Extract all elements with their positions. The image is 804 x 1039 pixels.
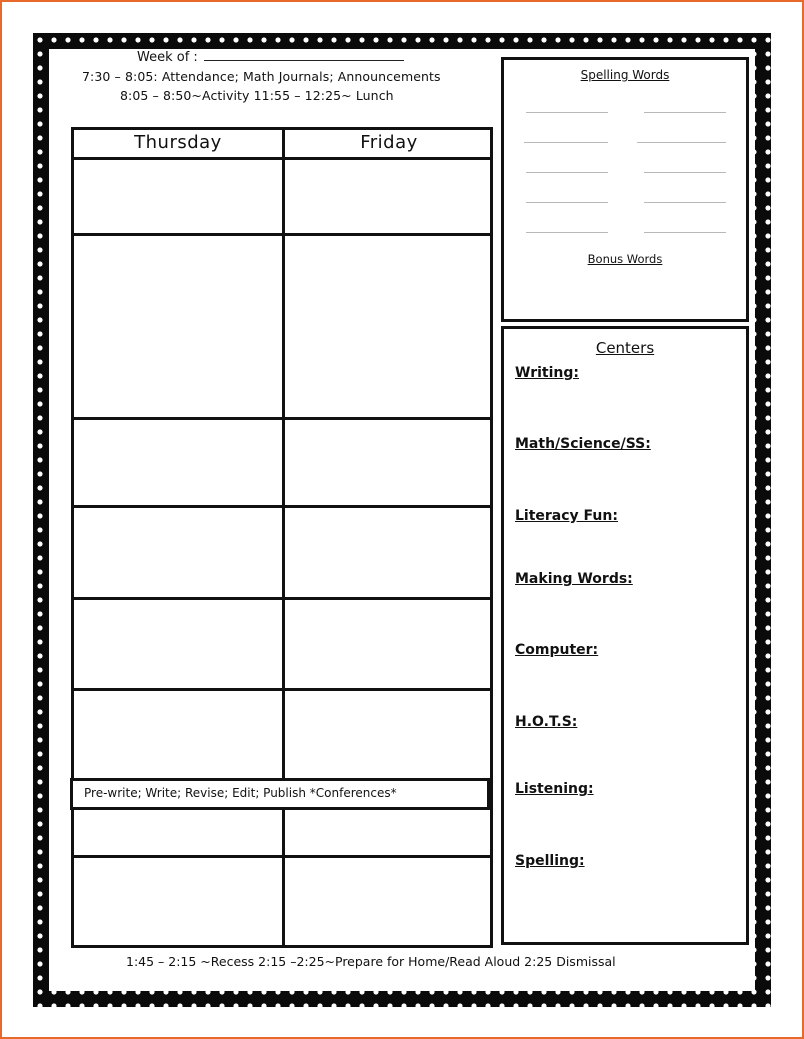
center-making-words: Making Words: — [515, 571, 633, 587]
spelling-words-box — [501, 57, 749, 322]
day-header-thursday: Thursday — [134, 132, 222, 153]
center-spelling: Spelling: — [515, 853, 585, 869]
friday-slot-5[interactable] — [285, 600, 490, 688]
spelling-word-line[interactable] — [526, 112, 608, 113]
spelling-word-line[interactable] — [644, 202, 726, 203]
centers-title: Centers — [595, 339, 655, 357]
week-of-field[interactable] — [137, 50, 404, 65]
schedule-line-morning: 7:30 – 8:05: Attendance; Math Journals; Announcements — [82, 69, 441, 84]
center-listening: Listening: — [515, 781, 594, 797]
spelling-word-line[interactable] — [526, 202, 608, 203]
spelling-word-line[interactable] — [644, 112, 726, 113]
thursday-slot-7[interactable] — [74, 810, 282, 855]
thursday-slot-3[interactable] — [74, 420, 282, 505]
day-header-friday: Friday — [360, 132, 418, 153]
thursday-slot-6[interactable] — [74, 691, 282, 779]
friday-slot-6[interactable] — [285, 691, 490, 779]
centers-box — [501, 326, 749, 945]
center-literacy-fun: Literacy Fun: — [515, 508, 618, 524]
friday-slot-4[interactable] — [285, 508, 490, 597]
center-hots: H.O.T.S: — [515, 714, 578, 730]
week-of-label: Week of : — [137, 50, 198, 65]
thursday-slot-4[interactable] — [74, 508, 282, 597]
spelling-words-title: Spelling Words — [580, 68, 670, 82]
bonus-words-title: Bonus Words — [587, 252, 663, 266]
thursday-slot-1[interactable] — [74, 160, 282, 233]
schedule-grid — [71, 127, 493, 948]
friday-slot-8[interactable] — [285, 858, 490, 945]
thursday-slot-5[interactable] — [74, 600, 282, 688]
thursday-slot-2[interactable] — [74, 236, 282, 417]
spelling-word-line[interactable] — [644, 232, 726, 233]
spelling-word-line[interactable] — [644, 172, 726, 173]
spelling-word-line[interactable] — [637, 142, 726, 143]
week-of-blank-line[interactable] — [204, 51, 404, 61]
spelling-word-line[interactable] — [524, 142, 608, 143]
center-writing: Writing: — [515, 365, 579, 381]
friday-slot-7[interactable] — [285, 810, 490, 855]
center-math-science-ss: Math/Science/SS: — [515, 436, 651, 452]
thursday-slot-8[interactable] — [74, 858, 282, 945]
friday-slot-2[interactable] — [285, 236, 490, 417]
afternoon-schedule-line: 1:45 – 2:15 ~Recess 2:15 –2:25~Prepare for Home/Read Aloud 2:25 Dismissal — [126, 954, 616, 969]
writing-process-row: Pre-write; Write; Revise; Edit; Publish *Conferences* — [70, 778, 490, 810]
friday-slot-3[interactable] — [285, 420, 490, 505]
friday-slot-1[interactable] — [285, 160, 490, 233]
schedule-line-activity-lunch: 8:05 – 8:50~Activity 11:55 – 12:25~ Lunch — [120, 88, 394, 103]
spelling-word-line[interactable] — [526, 172, 608, 173]
center-computer: Computer: — [515, 642, 599, 658]
spelling-word-line[interactable] — [526, 232, 608, 233]
